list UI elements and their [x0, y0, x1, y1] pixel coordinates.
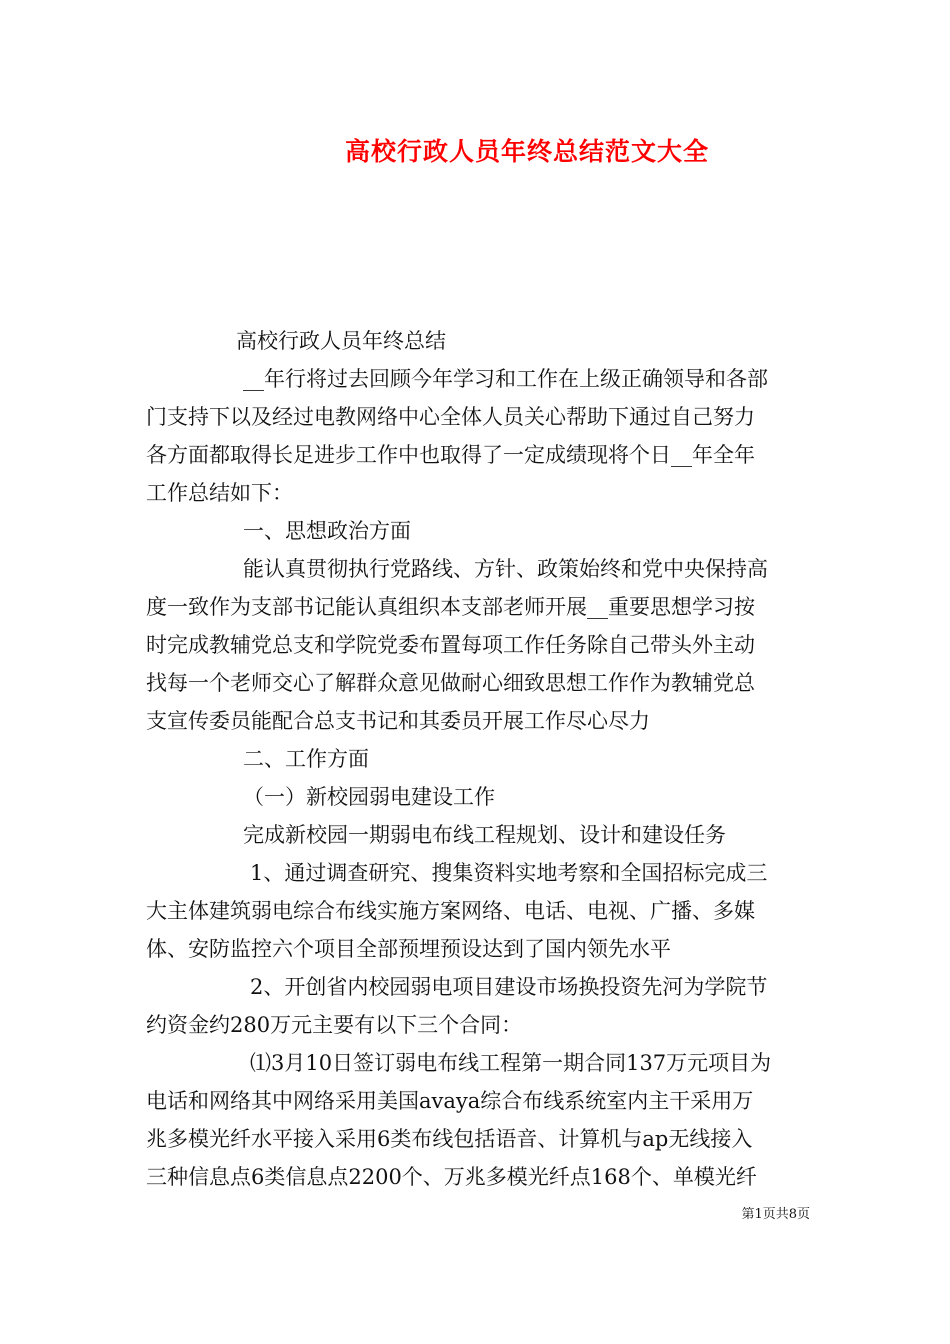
body-line: ⑴3月10日签订弱电布线工程第一期合同137万元项目为 — [250, 1051, 772, 1075]
body-line: 体、安防监控六个项目全部预埋预设达到了国内领先水平 — [146, 937, 671, 961]
section-heading: 二、工作方面 — [243, 747, 369, 771]
body-line: 约资金约280万元主要有以下三个合同： — [146, 1013, 523, 1037]
body-line: 高校行政人员年终总结 — [236, 329, 446, 353]
body-line: 1、通过调查研究、搜集资料实地考察和全国招标完成三 — [250, 861, 768, 885]
body-line: 支宣传委员能配合总支书记和其委员开展工作尽心尽力 — [146, 709, 650, 733]
document-body — [146, 322, 814, 1196]
body-line: 三种信息点6类信息点2200个、万兆多模光纤点168个、单模光纤 — [146, 1165, 757, 1189]
body-line: 工作总结如下： — [146, 481, 293, 505]
page-number: 第1页共8页 — [741, 1207, 810, 1222]
body-line: 兆多模光纤水平接入采用6类布线包括语音、计算机与ap无线接入 — [146, 1127, 753, 1151]
body-line: 能认真贯彻执行党路线、方针、政策始终和党中央保持高 — [243, 557, 768, 581]
body-line: __年行将过去回顾今年学习和工作在上级正确领导和各部 — [243, 367, 768, 391]
body-line: 度一致作为支部书记能认真组织本支部老师开展__重要思想学习按 — [146, 595, 755, 619]
body-line: 找每一个老师交心了解群众意见做耐心细致思想工作作为教辅党总 — [146, 671, 755, 695]
section-heading: 一、思想政治方面 — [243, 519, 411, 543]
body-line: 2、开创省内校园弱电项目建设市场换投资先河为学院节 — [250, 975, 768, 999]
body-line: 大主体建筑弱电综合布线实施方案网络、电话、电视、广播、多媒 — [146, 899, 755, 923]
body-line: 电话和网络其中网络采用美国avaya综合布线系统室内主干采用万 — [146, 1089, 754, 1113]
body-line: 时完成教辅党总支和学院党委布置每项工作任务除自己带头外主动 — [146, 633, 755, 657]
body-line: 各方面都取得长足进步工作中也取得了一定成绩现将个日__年全年 — [146, 443, 755, 467]
subsection-heading: （一）新校园弱电建设工作 — [243, 785, 495, 809]
document-title: 高校行政人员年终总结范文大全 — [344, 137, 709, 166]
body-line: 门支持下以及经过电教网络中心全体人员关心帮助下通过自己努力 — [146, 405, 755, 429]
body-line: 完成新校园一期弱电布线工程规划、设计和建设任务 — [243, 823, 726, 847]
